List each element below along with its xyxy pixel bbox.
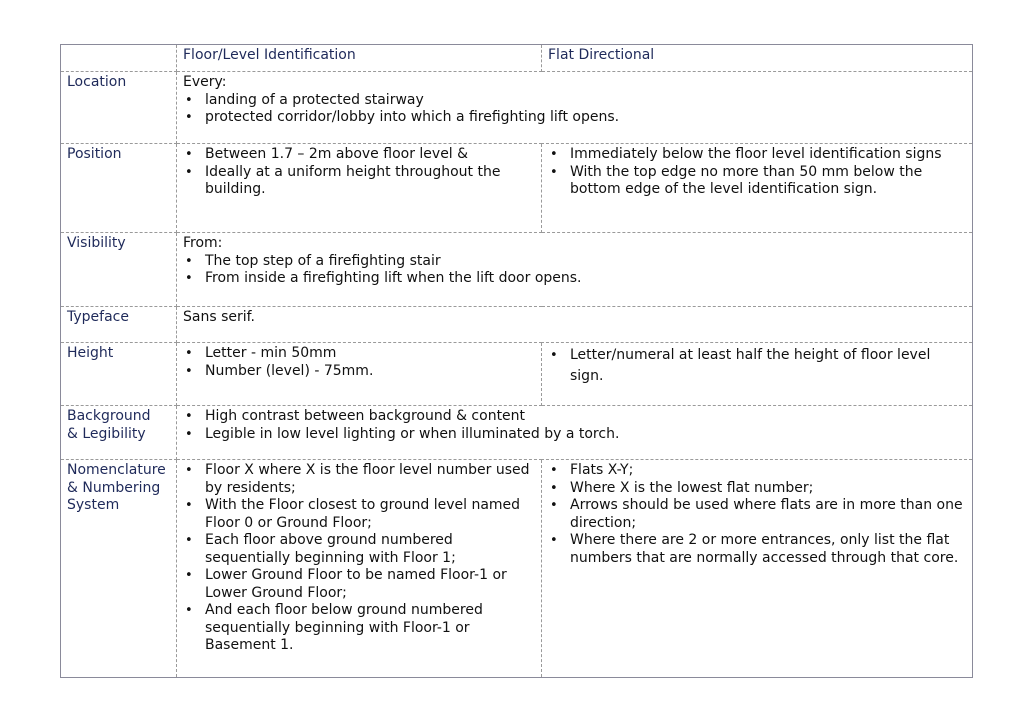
list-item: • Legible in low level lighting or when illuminated by a torch. xyxy=(183,426,966,444)
list-item: • Ideally at a uniform height throughout the building. xyxy=(183,164,535,199)
list-item: • Lower Ground Floor to be named Floor-1 or Lower Ground Floor; xyxy=(183,567,535,602)
height-flat-content xyxy=(542,343,973,406)
typeface-content: Sans serif. xyxy=(177,307,973,343)
label-location: Location xyxy=(61,72,177,144)
list-item: • Where there are 2 or more entrances, only list the flat numbers that are normally accessed through that core. xyxy=(548,532,966,567)
nomenclature-flat-list xyxy=(548,462,966,567)
label-line: Background xyxy=(67,408,151,424)
background-list xyxy=(183,408,966,443)
height-flat-list xyxy=(548,345,966,387)
list-item: • protected corridor/lobby into which a firefighting lift opens. xyxy=(183,109,966,127)
list-item: • Immediately below the floor level identification signs xyxy=(548,146,966,164)
label-typeface: Typeface xyxy=(61,307,177,343)
label-visibility: Visibility xyxy=(61,233,177,307)
position-floor-list xyxy=(183,146,535,199)
position-flat-list xyxy=(548,146,966,199)
row-visibility xyxy=(61,233,973,307)
label-nomenclature-numbering-system xyxy=(61,460,177,678)
list-item: • And each floor below ground numbered sequentially beginning with Floor-1 or Basement 1. xyxy=(183,602,535,655)
row-height xyxy=(61,343,973,406)
label-height: Height xyxy=(61,343,177,406)
header-floor-level-identification: Floor/Level Identification xyxy=(177,45,542,72)
nomenclature-floor-list xyxy=(183,462,535,655)
row-nomenclature xyxy=(61,460,973,678)
location-content xyxy=(177,72,973,144)
location-list xyxy=(183,92,966,127)
row-position xyxy=(61,144,973,233)
header-row xyxy=(61,45,973,72)
height-floor-list xyxy=(183,345,535,380)
visibility-intro: From: xyxy=(183,235,223,251)
visibility-content xyxy=(177,233,973,307)
location-intro: Every: xyxy=(183,74,227,90)
row-location xyxy=(61,72,973,144)
nomenclature-floor-content xyxy=(177,460,542,678)
label-background-legibility xyxy=(61,406,177,460)
position-floor-content xyxy=(177,144,542,233)
visibility-list xyxy=(183,253,966,288)
list-item: • High contrast between background & content xyxy=(183,408,966,426)
list-item: • Flats X-Y; xyxy=(548,462,966,480)
height-floor-content xyxy=(177,343,542,406)
row-typeface xyxy=(61,307,973,343)
nomenclature-flat-content xyxy=(542,460,973,678)
list-item: • With the top edge no more than 50 mm below the bottom edge of the level identification sign. xyxy=(548,164,966,199)
list-item: • Letter - min 50mm xyxy=(183,345,535,363)
list-item: • Number (level) - 75mm. xyxy=(183,363,535,381)
list-item: • Between 1.7 – 2m above floor level & xyxy=(183,146,535,164)
list-item: • Floor X where X is the floor level number used by residents; xyxy=(183,462,535,497)
label-line: & Legibility xyxy=(67,425,146,442)
label-line: Nomenclature xyxy=(67,462,166,478)
list-item: • Each floor above ground numbered sequentially beginning with Floor 1; xyxy=(183,532,535,567)
position-flat-content xyxy=(542,144,973,233)
list-item: • Where X is the lowest flat number; xyxy=(548,480,966,498)
background-content xyxy=(177,406,973,460)
list-item: • The top step of a firefighting stair xyxy=(183,253,966,271)
header-empty-cell xyxy=(61,45,177,72)
list-item: • With the Floor closest to ground level named Floor 0 or Ground Floor; xyxy=(183,497,535,532)
list-item: • Letter/numeral at least half the height of floor level sign. xyxy=(548,345,966,387)
label-line: & Numbering xyxy=(67,479,161,496)
label-position: Position xyxy=(61,144,177,233)
header-flat-directional: Flat Directional xyxy=(542,45,973,72)
row-background xyxy=(61,406,973,460)
label-line: System xyxy=(67,497,120,513)
list-item: • landing of a protected stairway xyxy=(183,92,966,110)
list-item: • From inside a firefighting lift when the lift door opens. xyxy=(183,270,966,288)
list-item: • Arrows should be used where flats are in more than one direction; xyxy=(548,497,966,532)
signage-spec-table xyxy=(60,44,973,678)
